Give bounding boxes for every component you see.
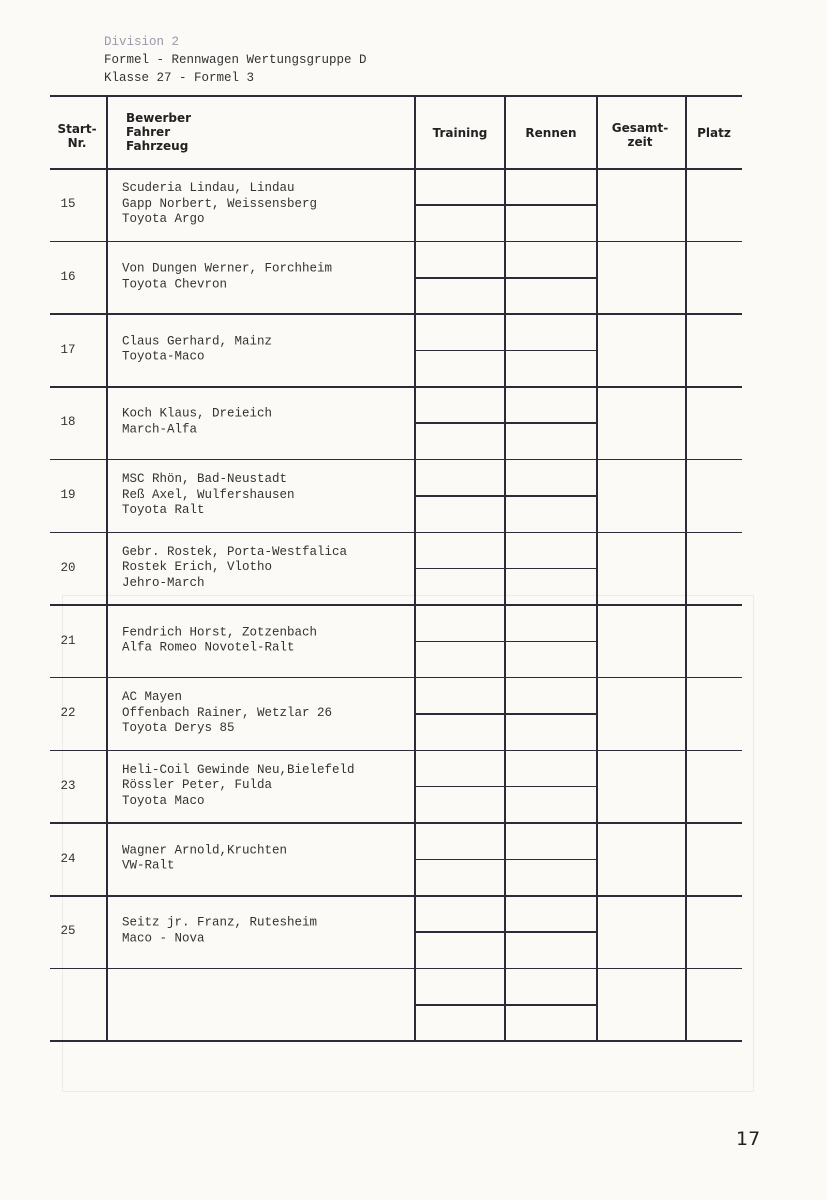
start-number: 25 [60,924,76,939]
start-number: 18 [60,415,76,430]
table-row [50,895,742,968]
entrant-driver-car [122,181,417,228]
entrant-driver-car [122,262,417,293]
entrant-header: Bewerber Fahrer Fahrzeug [126,111,192,153]
start-number: 21 [60,633,76,648]
class-line: Klasse 27 - Formel 3 [104,71,255,85]
division-line: Division 2 [104,35,180,49]
entrant-driver-car [122,916,417,947]
entry-line: MSC Rhön, Bad-Neustadt [122,471,288,486]
entrant-driver-car [122,843,417,874]
entry-line: Scuderia Lindau, Lindau [122,181,295,196]
entry-line: Toyota Chevron [122,277,228,292]
table-row [50,459,742,532]
entry-line: Gapp Norbert, Weissensberg [122,196,318,211]
entry-line: Maco - Nova [122,931,205,946]
entry-line: Rostek Erich, Vlotho [122,560,273,575]
entry-line: Toyota-Maco [122,349,205,364]
entry-line: Toyota Maco [122,793,205,808]
entry-line: Rössler Peter, Fulda [122,778,273,793]
entrant-driver-car [122,545,417,592]
table-row [50,168,742,241]
training-header: Training [432,126,488,140]
entry-line: Gebr. Rostek, Porta-Westfalica [122,544,348,559]
entrant-driver-car [122,625,417,656]
entrant-driver-car [122,334,417,365]
entry-line: Jehro-March [122,575,205,590]
entry-line: Claus Gerhard, Mainz [122,334,273,349]
row-divider [50,1040,742,1042]
place-header: Platz [697,126,731,140]
start-number: 22 [60,706,76,721]
table-row [50,532,742,605]
entry-line: Reß Axel, Wulfershausen [122,487,295,502]
entry-line: Wagner Arnold,Kruchten [122,843,288,858]
page-number: 17 [736,1128,761,1150]
table-row [50,822,742,895]
entrant-driver-car [122,690,417,737]
entry-line: March-Alfa [122,422,198,437]
start-number: 20 [60,560,76,575]
entry-line: Fendrich Horst, Zotzenbach [122,625,318,640]
entry-line: Seitz jr. Franz, Rutesheim [122,915,318,930]
entry-line: Offenbach Rainer, Wetzlar 26 [122,705,333,720]
entry-line: Toyota Ralt [122,502,205,517]
start-number: 23 [60,778,76,793]
entry-line: Toyota Argo [122,212,205,227]
table-top-rule [50,95,742,97]
entry-line: Koch Klaus, Dreieich [122,406,273,421]
formula-line: Formel - Rennwagen Wertungsgruppe D [104,53,367,67]
entrant-driver-car [122,472,417,519]
table-row [50,677,742,750]
start-number: 15 [60,197,76,212]
table-row [50,241,742,314]
table-row [50,604,742,677]
total-time-header: Gesamt- zeit [611,121,669,149]
entry-line: AC Mayen [122,689,183,704]
entrant-driver-car [122,407,417,438]
table-row [50,386,742,459]
race-header: Rennen [525,126,577,140]
start-number: 17 [60,342,76,357]
start-number: 24 [60,851,76,866]
entrant-driver-car [122,763,417,810]
start-number: 19 [60,488,76,503]
table-row [50,968,742,1041]
entry-line: Alfa Romeo Novotel-Ralt [122,640,295,655]
entry-line: Toyota Derys 85 [122,720,235,735]
entry-line: VW-Ralt [122,858,175,873]
start-number: 16 [60,270,76,285]
entry-line: Heli-Coil Gewinde Neu,Bielefeld [122,762,355,777]
start-no-header: Start- Nr. [57,122,97,150]
table-row [50,313,742,386]
table-row [50,750,742,823]
entry-line: Von Dungen Werner, Forchheim [122,261,333,276]
page-header [104,33,367,87]
